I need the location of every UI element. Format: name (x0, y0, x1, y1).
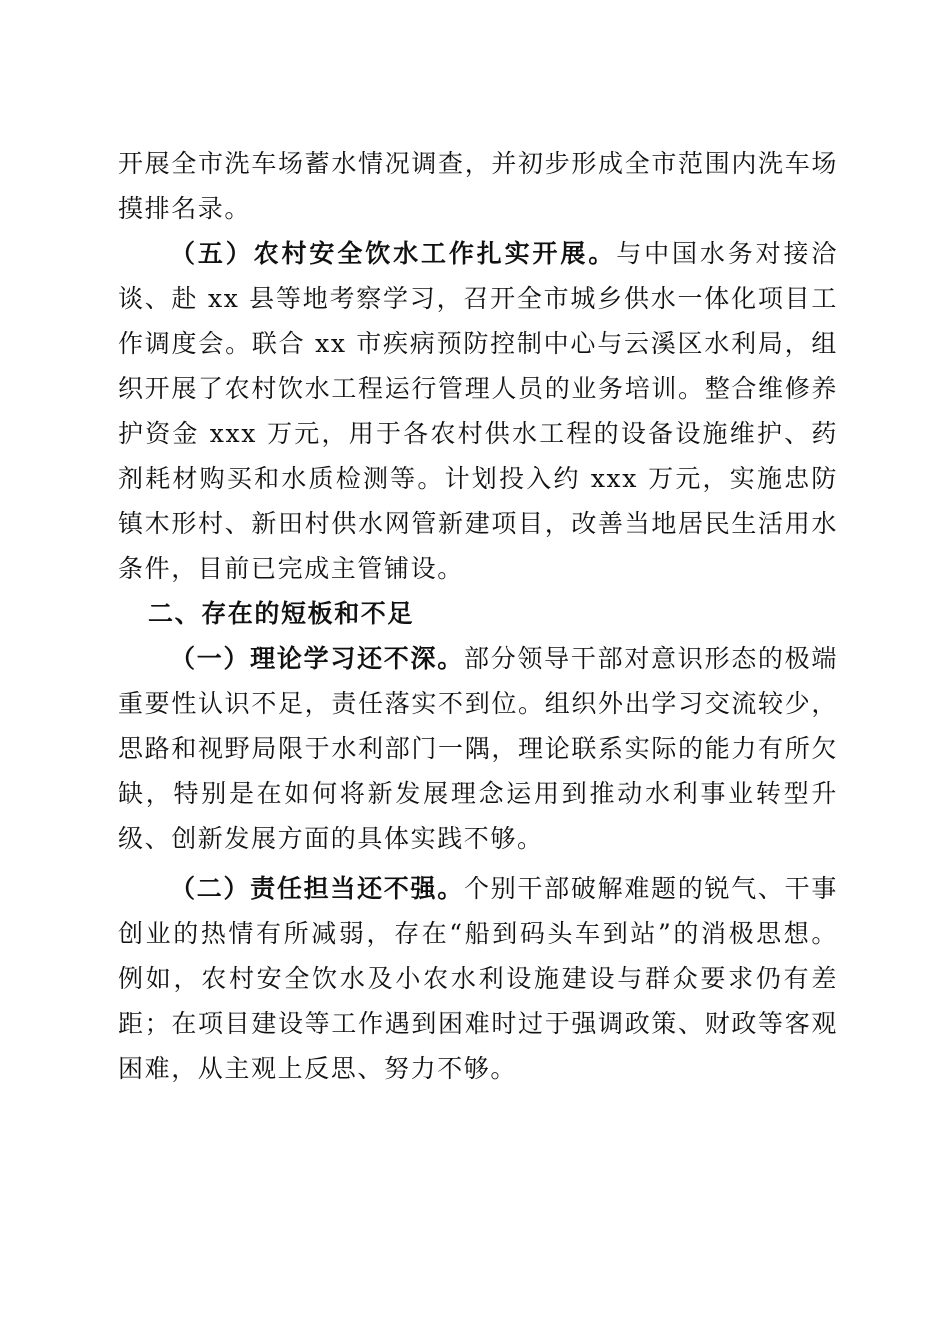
paragraph-lead: （五）农村安全饮水工作扎实开展。 (170, 239, 617, 268)
document-page (118, 141, 838, 1091)
paragraph-text: 与中国水务对接洽谈、赴 xx 县等地考察学习，召开全市城乡供水一体化项目工作调度会。联合 xx 市疾病预防控制中心与云溪区水利局，组织开展了农村饮水工程运行管理人员的业务培训。整合维修养护资金 xxx 万元，用于各农村供水工程的设备设施维护、药剂耗材购买和水质检测等。计划投入约 xxx 万元，实施忠防镇木形村、新田村供水网管新建项目，改善当地居民生活用水条件，目前已完成主管铺设。 (118, 239, 838, 583)
paragraph-theory-study (118, 636, 838, 861)
paragraph-text: 开展全市洗车场蓄水情况调查，并初步形成全市范围内洗车场摸排名录。 (118, 149, 838, 223)
paragraph-lead: （二）责任担当还不强。 (170, 874, 464, 903)
paragraph-rural-water-safety (118, 231, 838, 591)
section-heading-shortcomings: 二、存在的短板和不足 (148, 599, 415, 628)
paragraph-responsibility (118, 866, 838, 1091)
paragraph-text: 部分领导干部对意识形态的极端重要性认识不足，责任落实不到位。组织外出学习交流较少，思路和视野局限于水利部门一隅，理论联系实际的能力有所欠缺，特别是在如何将新发展理念运用到推动水利事业转型升级、创新发展方面的具体实践不够。 (118, 644, 838, 853)
paragraph-text: 个别干部破解难题的锐气、干事创业的热情有所减弱，存在“船到码头车到站”的消极思想。例如，农村安全饮水及小农水利设施建设与群众要求仍有差距；在项目建设等工作遇到困难时过于强调政策、财政等客观困难，从主观上反思、努力不够。 (118, 874, 838, 1083)
paragraph-continuation (118, 141, 838, 231)
paragraph-lead: （一）理论学习还不深。 (170, 644, 464, 673)
